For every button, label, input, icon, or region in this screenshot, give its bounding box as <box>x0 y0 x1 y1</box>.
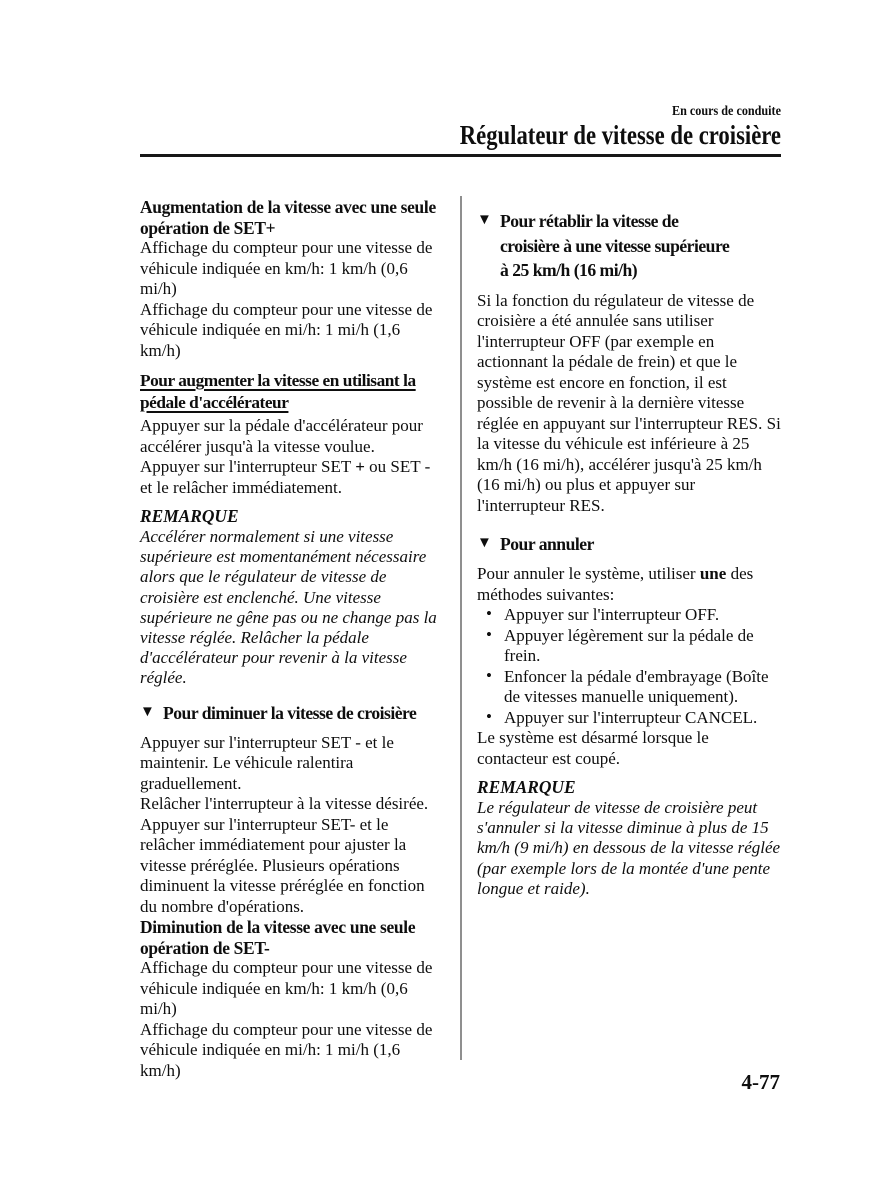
heading-line: Pour rétablir la vitesse de <box>500 211 679 231</box>
remark-label: REMARQUE <box>140 506 239 526</box>
remark-label: REMARQUE <box>477 777 576 797</box>
bullet-icon: • <box>486 624 492 644</box>
remark-text: Le régulateur de vitesse de croisière peut s'annuler si la vitesse diminue à plus de 15 km/h (9 mi/h) en dessous de la vitesse réglée (par exemple lors de la montée d'une pente longue et raide). <box>477 798 781 898</box>
paragraph-tap-set-minus: Appuyer sur l'interrupteur SET- et le relâcher immédiatement pour ajuster la vitesse préréglée. Plusieurs opérations diminuent la vitesse préréglée en fonction du nombre d'opérations. <box>140 814 425 916</box>
bullet-icon: • <box>486 665 492 685</box>
bullet-icon: • <box>486 604 492 623</box>
heading-lines <box>500 209 729 283</box>
heading-line: croisière à une vitesse supérieure <box>500 235 730 256</box>
right-column <box>477 197 781 899</box>
header-rule <box>140 154 781 157</box>
page-title: Régulateur de vitesse de croisière <box>459 120 781 150</box>
heading-line: Pour augmenter la vitesse en utilisant la <box>140 371 416 390</box>
heading-line: à 25 km/h (16 mi/h) <box>500 260 638 280</box>
paragraph-set-switch: Appuyer sur l'interrupteur SET + ou SET - et le relâcher immédiatement. <box>140 457 431 497</box>
paragraph-display-mih-2: Affichage du compteur pour une vitesse de véhicule indiquée en mi/h: 1 mi/h (1,6 km/h) <box>140 1019 433 1080</box>
paragraph-resume: Si la fonction du régulateur de vitesse de croisière a été annulée sans utiliser l'interrupteur OFF (par exemple en actionnant la pédale de frein) et que le système est encore en fonction, il est possible de revenir à la dernière vitesse réglée en appuyant sur l'interrupteur RES. Si la vitesse du véhicule est inférieure à 25 km/h (16 mi/h), accélérer jusqu'à 25 km/h (16 mi/h) ou plus et appuyer sur l'interrupteur RES. <box>477 290 781 515</box>
left-column <box>140 197 442 1081</box>
paragraph-display-mih: Affichage du compteur pour une vitesse de véhicule indiquée en mi/h: 1 mi/h (1,6 km/h) <box>140 299 433 360</box>
paragraph-release-switch: Relâcher l'interrupteur à la vitesse désirée. <box>140 794 429 814</box>
paragraph-cancel-intro: Pour annuler le système, utiliser une des méthodes suivantes: <box>477 564 754 604</box>
triangle-icon: ▼ <box>477 212 492 228</box>
list-item: • Appuyer sur l'interrupteur OFF. <box>486 604 720 624</box>
paragraph-disarm: Le système est désarmé lorsque le contacteur est coupé. <box>477 728 709 768</box>
paragraph-display-kmh: Affichage du compteur pour une vitesse de véhicule indiquée en km/h: 1 km/h (0,6 mi/h) <box>140 238 433 298</box>
list-item: • Enfoncer la pédale d'embrayage (Boîte de vitesses manuelle uniquement). <box>486 665 769 706</box>
cancel-methods-list <box>477 605 781 728</box>
chapter-eyebrow: En cours de conduite <box>671 103 781 118</box>
heading-increase-accelerator <box>140 370 442 414</box>
remark-block <box>140 506 442 689</box>
emphasis-une: une <box>699 564 727 583</box>
paragraph-hold-set-minus: Appuyer sur l'interrupteur SET - et le maintenir. Le véhicule ralentira graduellement. <box>140 732 394 793</box>
heading-decrease-set-minus: Diminution de la vitesse avec une seule opération de SET- <box>140 917 416 958</box>
plus-symbol: + <box>355 457 365 476</box>
heading-cancel: ▼ Pour annuler <box>477 534 594 554</box>
heading-decrease-speed: ▼ Pour diminuer la vitesse de croisière <box>140 702 417 723</box>
remark-text: Accélérer normalement si une vitesse supérieure est momentanément nécessaire alors que le régulateur de vitesse de croisière est enclenché. Une vitesse supérieure ne gêne pas ou ne change pas la vitesse réglée. Relâcher la pédale d'accélérateur pour revenir à la vitesse réglée. <box>140 527 437 688</box>
column-divider <box>460 196 462 1060</box>
heading-line: pédale d'accélérateur <box>140 393 289 412</box>
paragraph-accelerate: Appuyer sur la pédale d'accélérateur pour accélérer jusqu'à la vitesse voulue. <box>140 416 423 456</box>
list-item: • Appuyer sur l'interrupteur CANCEL. <box>486 706 758 727</box>
paragraph-display-kmh-2: Affichage du compteur pour une vitesse de véhicule indiquée en km/h: 1 km/h (0,6 mi/h) <box>140 958 433 1019</box>
triangle-icon: ▼ <box>140 703 155 720</box>
heading-increase-set-plus: Augmentation de la vitesse avec une seule opération de SET+ <box>140 197 436 238</box>
bullet-icon: • <box>486 706 492 726</box>
page-number: 4-77 <box>741 1070 780 1094</box>
remark-block <box>477 777 781 899</box>
page-header <box>140 103 781 157</box>
triangle-icon: ▼ <box>477 535 492 551</box>
heading-resume-speed <box>477 209 781 283</box>
list-item: • Appuyer légèrement sur la pédale de frein. <box>486 624 754 665</box>
